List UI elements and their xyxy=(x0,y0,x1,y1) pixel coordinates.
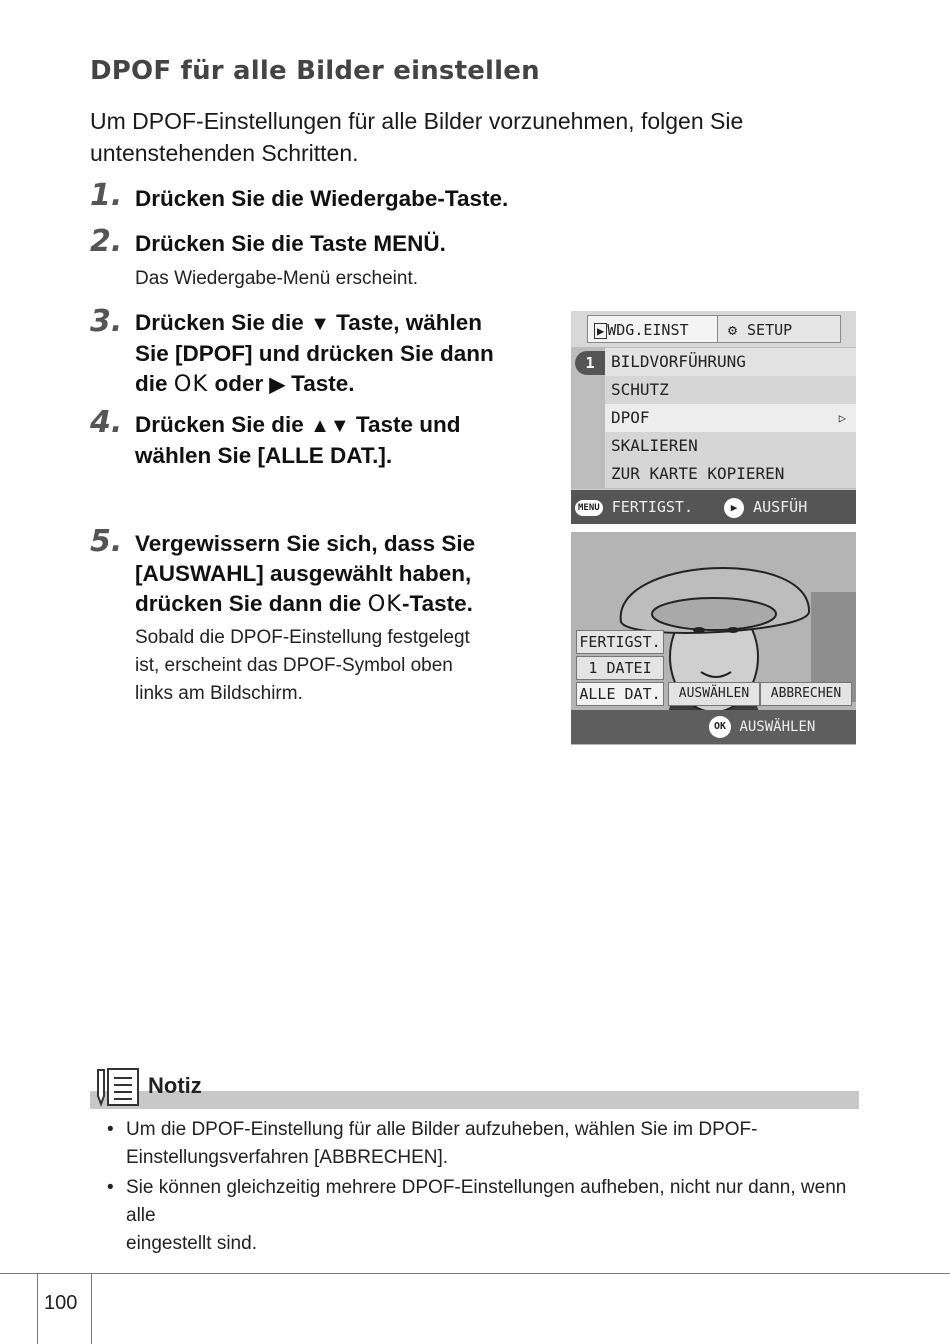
step-2-subtext: Das Wiedergabe-Menü erscheint. xyxy=(135,268,419,289)
submenu-arrow-icon: ▷ xyxy=(838,411,846,425)
step-1-number: 1. xyxy=(90,178,123,213)
step-5-line3-b: -Taste. xyxy=(402,591,473,616)
btn-1-datei: 1 DATEI xyxy=(576,656,664,680)
note-bullet-1-line2: Einstellungsverfahren [ABBRECHEN]. xyxy=(126,1147,449,1168)
btn-auswaehlen: AUSWÄHLEN xyxy=(668,682,760,706)
note-bullet-2 xyxy=(107,1174,867,1258)
menu-item-bildvorfuehrung: BILDVORFÜHRUNG xyxy=(605,348,856,376)
menu-bottom-bar xyxy=(571,490,856,524)
menu-item-schutz: SCHUTZ xyxy=(605,376,856,404)
tab-playback-label: WDG.EINST xyxy=(607,321,689,339)
step-5-sub-line3: links am Bildschirm. xyxy=(135,683,303,704)
note-bullet-1-line1: • Um die DPOF-Einstellung für alle Bilder aufzuheben, wählen Sie im DPOF- xyxy=(126,1119,758,1140)
note-header-bar xyxy=(90,1091,859,1109)
step-5-number: 5. xyxy=(90,524,123,559)
menu-item-dpof-label: DPOF xyxy=(611,408,650,427)
step-2-text: Drücken Sie die Taste MENÜ. xyxy=(135,231,446,256)
footer-left-rule xyxy=(37,1273,38,1344)
play-icon: ▶ xyxy=(594,323,607,339)
step-4-line1-b: Taste und xyxy=(349,412,461,437)
footer-divider xyxy=(0,1273,950,1274)
menu-item-zur-karte-kopieren: ZUR KARTE KOPIEREN xyxy=(605,460,856,488)
notepad-icon xyxy=(94,1066,142,1108)
dpof-bottom-bar xyxy=(571,710,856,744)
note-bullet-1 xyxy=(107,1116,867,1172)
note-label: Notiz xyxy=(148,1073,202,1098)
bottom-right-label: AUSFÜH xyxy=(753,498,808,516)
btn-fertigst: FERTIGST. xyxy=(576,630,664,654)
ok-button-symbol: OK xyxy=(173,371,209,397)
step-4-text xyxy=(135,410,555,471)
camera-menu-screenshot xyxy=(571,311,856,524)
tab-setup-label: SETUP xyxy=(747,321,793,339)
right-arrow-icon: ▶ xyxy=(269,374,285,396)
step-5-line2: [AUSWAHL] ausgewählt haben, xyxy=(135,561,472,586)
ok-button-symbol: OK xyxy=(367,591,403,617)
page-badge: 1 xyxy=(575,351,605,375)
dpof-bottom-label: AUSWÄHLEN xyxy=(739,719,816,735)
camera-dpof-screenshot xyxy=(571,532,856,745)
step-4-line1-a: Drücken Sie die xyxy=(135,412,311,437)
step-2-number: 2. xyxy=(90,224,123,259)
step-3-text xyxy=(135,308,555,400)
menu-button-badge: MENU xyxy=(575,500,603,516)
btn-abbrechen: ABBRECHEN xyxy=(760,682,852,706)
tab-setup xyxy=(717,315,841,343)
menu-item-skalieren: SKALIEREN xyxy=(605,432,856,460)
btn-alle-dat: ALLE DAT. xyxy=(576,682,664,706)
step-1-text: Drücken Sie die Wiedergabe-Taste. xyxy=(135,186,509,211)
step-3-line1-a: Drücken Sie die xyxy=(135,310,311,335)
step-5-text xyxy=(135,529,555,619)
step-4-line2: wählen Sie [ALLE DAT.]. xyxy=(135,443,393,468)
step-3-line1-b: Taste, wählen xyxy=(329,310,483,335)
step-5-sub-line2: ist, erscheint das DPOF-Symbol oben xyxy=(135,655,453,676)
step-4-number: 4. xyxy=(90,405,123,440)
step-3-line3-c: Taste. xyxy=(284,371,355,396)
note-bullet-2-line1: • Sie können gleichzeitig mehrere DPOF-Einstellungen aufheben, nicht nur dann, wenn alle xyxy=(126,1177,847,1226)
up-down-arrows-icon: ▲▼ xyxy=(310,415,350,437)
page-number: 100 xyxy=(44,1292,78,1314)
intro-paragraph: Um DPOF-Einstellungen für alle Bilder vorzunehmen, folgen Sie untenstehenden Schritten. xyxy=(90,108,744,166)
step-5-line1: Vergewissern Sie sich, dass Sie xyxy=(135,531,476,556)
note-bullet-2-line2: eingestellt sind. xyxy=(126,1233,257,1254)
ok-circle-icon: OK xyxy=(709,716,731,738)
tab-playback-settings xyxy=(587,315,725,343)
step-3-line2: Sie [DPOF] und drücken Sie dann xyxy=(135,341,494,366)
step-3-line3-a: die xyxy=(135,371,174,396)
down-arrow-icon: ▼ xyxy=(310,313,330,335)
menu-item-dpof xyxy=(605,404,856,432)
bottom-left-label: FERTIGST. xyxy=(611,498,693,516)
wrench-icon: ⚙ xyxy=(728,321,738,339)
footer-right-rule xyxy=(91,1273,92,1344)
menu-tab-bar xyxy=(571,311,856,347)
step-3-line3-b: oder xyxy=(208,371,270,396)
step-3-number: 3. xyxy=(90,304,123,339)
step-5-subtext xyxy=(135,624,470,708)
step-5-sub-line1: Sobald die DPOF-Einstellung festgelegt xyxy=(135,627,470,648)
section-title: DPOF für alle Bilder einstellen xyxy=(90,56,540,86)
right-circle-icon: ▶ xyxy=(724,498,744,518)
step-5-line3-a: drücken Sie dann die xyxy=(135,591,368,616)
